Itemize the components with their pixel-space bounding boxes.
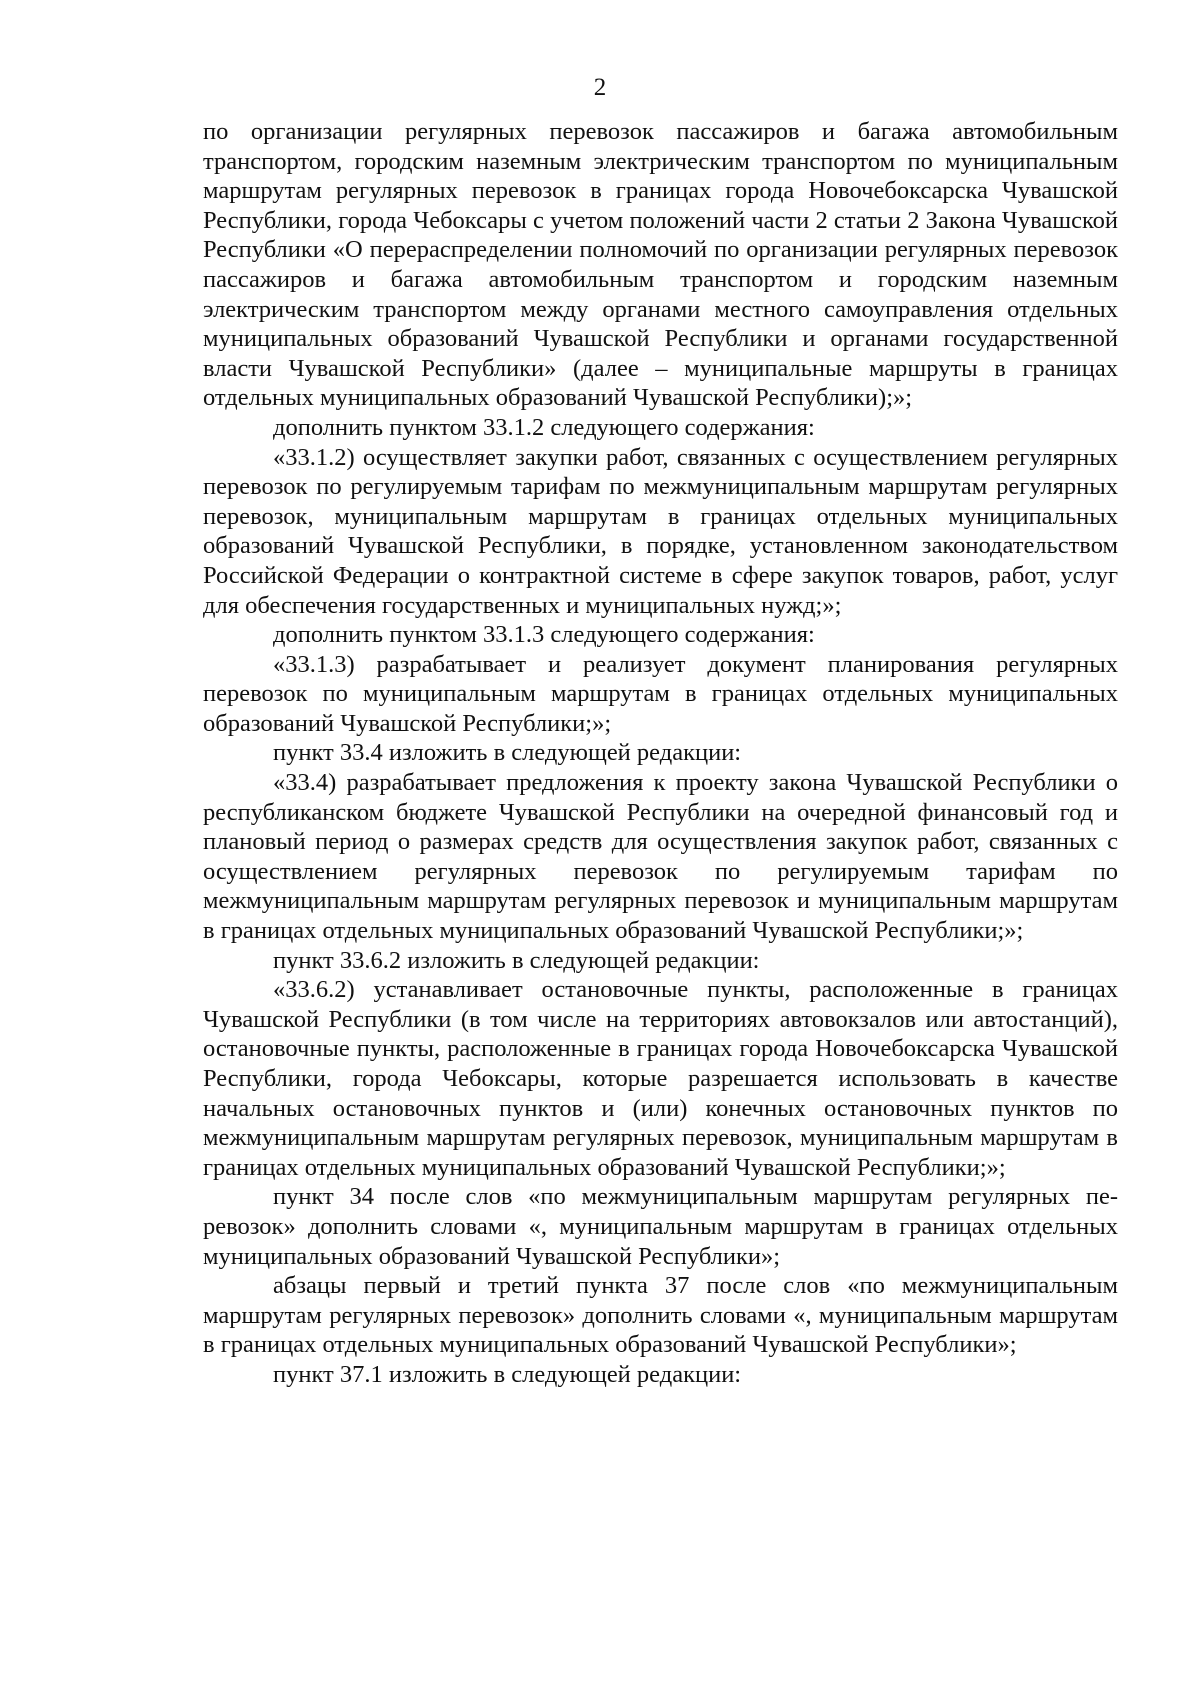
paragraph-amendment-37: абзацы первый и третий пункта 37 после слов «по межмуниципальным маршрутам регулярных перевозок» дополнить словами «, муниципальным маршрутам в границах отдельных муниципальных образований Чувашской Республики»; bbox=[203, 1272, 1118, 1359]
paragraph-continuation: по организации регулярных перевозок пассажиров и багажа автомобильным транспортом, городским наземным электрическим транспортом по муниципальным маршрутам регулярных перевозок в границах города Новочебоксарска Чувашской Республики, города Чебоксары с учетом положений части 2 статьи 2 Закона Чувашской Республики «О перераспределении полномочий по организации регулярных перевозок пассажиров и багажа автомобильным транспортом и городским наземным электрическим транспортом между органами местного самоуправления отдельных муниципальных образований Чувашской Республики и органами государственной власти Чувашской Республики» (далее – муниципальные маршруты в границах отдельных муниципальных образований Чувашской Республики);»; bbox=[203, 118, 1118, 412]
paragraph-33-1-3: «33.1.3) разрабатывает и реализует документ планирования регулярных перевозок по муниципальным маршрутам в границах отдельных муниципальных образований Чувашской Республики;»; bbox=[203, 650, 1118, 737]
paragraph-amendment-37-1-intro: пункт 37.1 изложить в следующей редакции: bbox=[273, 1360, 742, 1388]
paragraph-33-6-2: «33.6.2) устанавливает остановочные пункты, расположенные в границах Чувашской Республики (в том числе на территориях автовокзалов или автостанций), остановочные пункты, расположенные в границах города Новочебоксарска Чувашской Республики, города Чебоксары, которые разрешается использовать в качестве начальных остановочных пунктов и (или) конечных остановочных пунктов по межмуниципальным маршрутам регулярных перевозок, муниципальным маршрутам в границах отдельных муниципальных образований Чувашской Республики;»; bbox=[203, 976, 1118, 1181]
paragraph-amendment-33-6-2-intro: пункт 33.6.2 изложить в следующей редакции: bbox=[273, 946, 760, 974]
document-body bbox=[203, 117, 1118, 1390]
paragraph-33-4: «33.4) разрабатывает предложения к проекту закона Чувашской Республики о республиканском бюджете Чувашской Республики на очередной финансовый год и плановый период о размерах средств для осуществления закупок работ, связанных с осуществлением регулярных перевозок по регулируемым тарифам по межмуниципальным маршрутам регулярных перевозок и муниципальным маршрутам в границах отдельных муниципальных образований Чувашской Республики;»; bbox=[203, 769, 1118, 945]
paragraph-amendment-33-4-intro: пункт 33.4 изложить в следующей редакции: bbox=[273, 739, 742, 767]
paragraph-amendment-33-1-3-intro: дополнить пунктом 33.1.3 следующего содержания: bbox=[273, 621, 815, 649]
paragraph-amendment-33-1-2-intro: дополнить пунктом 33.1.2 следующего содержания: bbox=[273, 413, 815, 441]
page-number: 2 bbox=[593, 74, 607, 101]
paragraph-amendment-34: пункт 34 после слов «по межмуниципальным маршрутам регулярных перевозок» дополнить словами «, муниципальным маршрутам в границах отдельных муниципальных образований Чувашской Республики»; bbox=[203, 1183, 1118, 1270]
paragraph-33-1-2: «33.1.2) осуществляет закупки работ, связанных с осуществлением регулярных перевозок по регулируемым тарифам по межмуниципальным маршрутам регулярных перевозок, муниципальным маршрутам в границах отдельных муниципальных образований Чувашской Республики, в порядке, установленном законодательством Российской Федерации о контрактной системе в сфере закупок товаров, работ, услуг для обеспечения государственных и муниципальных нужд;»; bbox=[203, 443, 1118, 619]
